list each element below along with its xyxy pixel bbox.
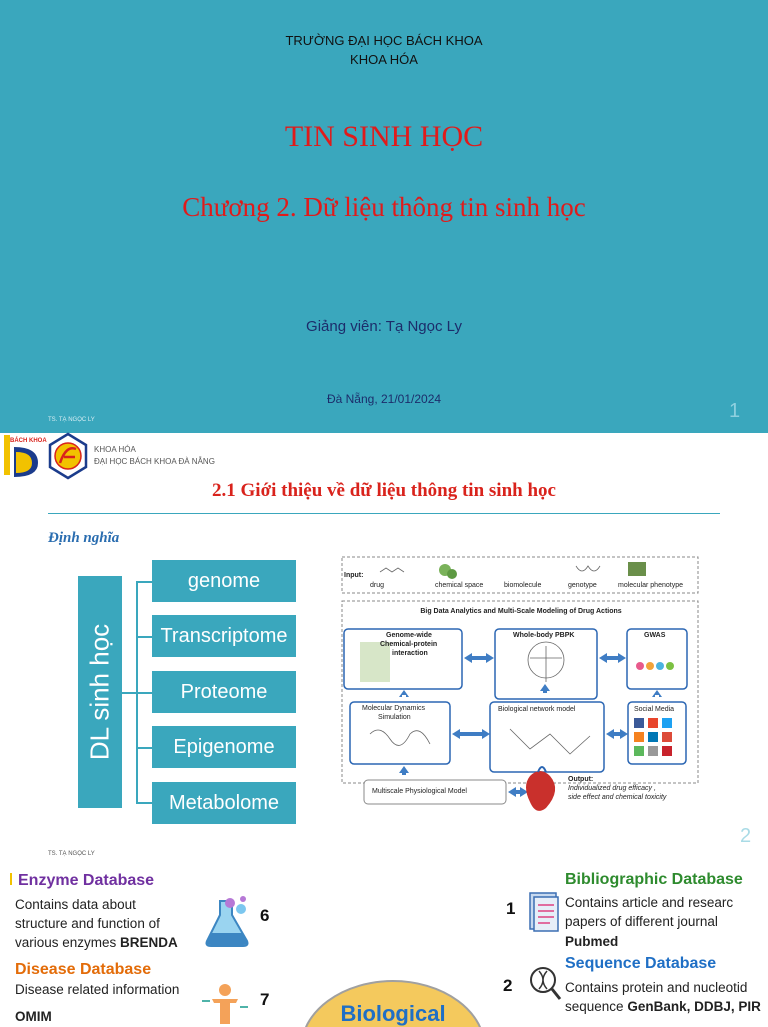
enzyme-line-1: Contains data about <box>15 897 136 912</box>
item-proteome: Proteome <box>152 671 296 713</box>
database-slide <box>0 851 768 1024</box>
root-label: DL sinh học <box>84 623 115 761</box>
connector <box>136 747 152 749</box>
box-molecular-dynamics: Molecular Dynamics <box>362 705 426 712</box>
page-number: 1 <box>729 400 741 422</box>
disease-line-2: OMIM <box>15 1009 52 1024</box>
box-multiscale: Multiscale Physiological Model <box>372 788 467 795</box>
enzyme-line-2: structure and function of <box>15 916 160 931</box>
document-icon <box>528 889 562 933</box>
input-drug: drug <box>370 582 385 589</box>
dna-search-icon <box>528 965 562 1005</box>
lecturer: Giảng viên: Tạ Ngọc Ly <box>306 318 462 335</box>
sequence-db-title: Sequence Database <box>565 955 717 972</box>
section-title: 2.1 Giới thiệu về dữ liệu thông tin sinh học <box>212 480 556 501</box>
output-line-1: Individualized drug efficacy , <box>568 785 656 792</box>
box-whole-body-pbpk: Whole-body PBPK <box>513 632 575 639</box>
connector <box>136 692 152 694</box>
box-genome-wide-3: interaction <box>392 650 428 657</box>
author-footer: TS. TẠ NGỌC LY <box>48 417 95 423</box>
author-footer: TS. TẠ NGỌC LY <box>48 851 95 857</box>
disease-db-title: Disease Database <box>15 961 152 978</box>
accent-bar <box>10 873 12 885</box>
disease-number: 7 <box>260 990 270 1009</box>
date: Đà Nẵng, 21/01/2024 <box>326 392 442 406</box>
flask-icon <box>203 895 253 949</box>
title-slide <box>0 0 768 433</box>
item-genome: genome <box>152 560 296 602</box>
page-number: 2 <box>740 825 752 847</box>
sequence-line-1: Contains protein and nucleotid <box>565 980 748 995</box>
university-name: TRƯỜNG ĐẠI HỌC BÁCH KHOA <box>285 33 483 48</box>
enzyme-db-title: Enzyme Database <box>18 872 155 889</box>
input-molecular-phenotype: molecular phenotype <box>618 582 683 589</box>
box-molecular-dynamics-2: Simulation <box>378 714 411 721</box>
biblio-line-2: papers of different journal <box>565 914 718 929</box>
connector <box>122 692 136 694</box>
logo-text: BÁCH KHOA <box>10 438 47 444</box>
input-label: Input: <box>344 572 364 579</box>
course-title: TIN SINH HỌC <box>284 120 484 153</box>
connector <box>136 802 152 804</box>
enzyme-number: 6 <box>260 906 270 925</box>
disease-line-1: Disease related information <box>15 982 180 997</box>
content-slide <box>0 433 768 851</box>
definition-label: Định nghĩa <box>48 530 120 546</box>
sequence-number: 2 <box>503 976 513 995</box>
input-chemical-space: chemical space <box>435 582 484 589</box>
output-label: Output: <box>568 776 594 783</box>
box-genome-wide-2: Chemical-protein <box>380 641 438 648</box>
header-university: ĐẠI HỌC BÁCH KHOA ĐÀ NẴNG <box>94 457 215 466</box>
enzyme-line-3: various enzymes BRENDA <box>15 935 178 950</box>
input-genotype: genotype <box>568 582 597 589</box>
item-metabolome: Metabolome <box>152 782 296 824</box>
chapter-title: Chương 2. Dữ liệu thông tin sinh học <box>182 192 586 222</box>
biblio-line-1: Contains article and researc <box>565 895 734 910</box>
box-social-media: Social Media <box>634 706 675 713</box>
output-line-2: side effect and chemical toxicity <box>568 794 667 801</box>
diagram-heading: Big Data Analytics and Multi-Scale Modeling of Drug Actions <box>420 608 622 615</box>
item-transcriptome: Transcriptome <box>152 615 296 657</box>
central-label: Biological <box>340 1001 446 1026</box>
item-epigenome: Epigenome <box>152 726 296 768</box>
human-body-icon <box>200 983 250 1024</box>
input-biomolecule: biomolecule <box>504 582 542 589</box>
biblio-number: 1 <box>506 899 516 918</box>
biblio-line-3: Pubmed <box>565 934 619 949</box>
box-gwas: GWAS <box>644 632 666 639</box>
sequence-line-2: sequence GenBank, DDBJ, PIR <box>565 999 761 1014</box>
faculty-name: KHOA HÓA <box>350 52 418 67</box>
box-biological-network: Biological network model <box>498 706 576 713</box>
box-genome-wide: Genome-wide <box>386 632 432 639</box>
connector <box>136 636 152 638</box>
header-faculty: KHOA HÓA <box>94 445 136 454</box>
title-divider <box>48 513 720 514</box>
biblio-db-title: Bibliographic Database <box>565 871 743 888</box>
chemistry-faculty-logo <box>48 433 88 479</box>
bach-khoa-logo <box>4 433 47 479</box>
connector <box>136 581 152 583</box>
drug-modeling-diagram <box>340 554 702 841</box>
